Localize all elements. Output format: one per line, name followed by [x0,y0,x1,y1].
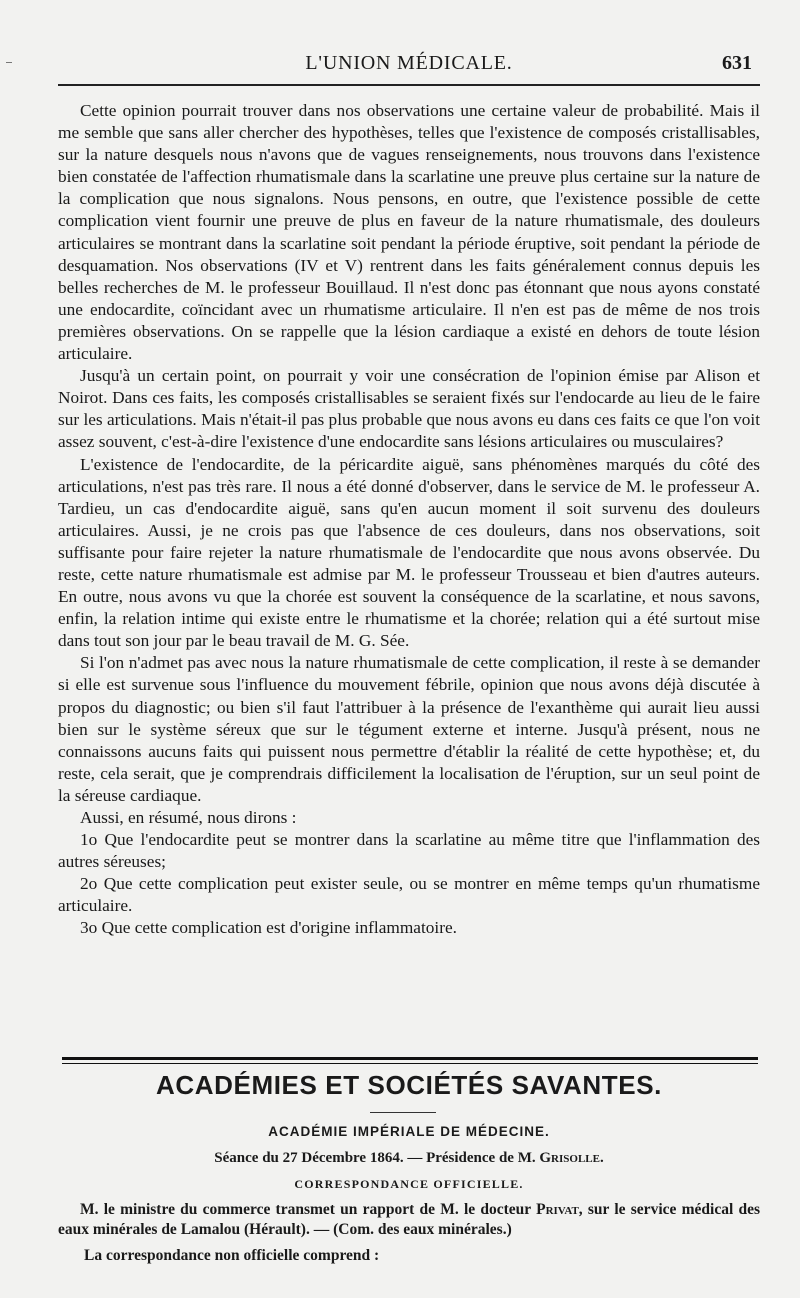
section-divider [62,1057,758,1064]
paragraph: L'existence de l'endocardite, de la péricardite aiguë, sans phénomènes marqués du côté des articulations, n'est pas très rare. Il nous a été donné d'observer, dans le service de M. le professeur A. Tardieu, un cas d'endocardite aiguë, sans qu'en aucun moment il soit survenu des douleurs articulaires. Aussi, je ne crois pas que l'absence de ces douleurs, dans nos observations, soit suffisante pour faire rejeter la nature rhumatismale de l'endocardite que nous avons observée. Du reste, cette nature rhumatismale est admise par M. le professeur Trousseau et bien d'autres auteurs. En outre, nous avons vu que la chorée est souvent la conséquence de la scarlatine, et nous savons, enfin, la relation intime qui existe entre le rhumatisme et la chorée; relation qui a été surtout mise dans tout son jour par le beau travail de M. G. Sée. [58,454,760,651]
academy-heading: ACADÉMIE IMPÉRIALE DE MÉDECINE. [268,1124,550,1139]
paragraph: Jusqu'à un certain point, on pourrait y voir une consécration de l'opinion émise par Alison et Noirot. Dans ces faits, les composés cristallisables se seraient fixés sur l'endocarde au lieu de le faire sur les articulations. Mais n'était-il pas plus probable que nous avons eu dans ces faits ce que l'on voit assez souvent, c'est-à-dire l'existence d'une endocardite sans lésions articulaires ou musculaires? [58,366,760,452]
conclusion-item: 3o Que cette complication est d'origine inflammatoire. [80,918,457,938]
heading-short-rule [370,1112,436,1113]
doctor-name: Privat [536,1201,579,1218]
running-title: L'UNION MÉDICALE. [305,52,513,74]
margin-mark [6,62,12,63]
correspondance-body [58,1200,760,1266]
article-body [58,100,760,940]
running-head [58,52,760,82]
conclusion-item: 2o Que cette complication peut exister seule, ou se montrer en même temps qu'un rhumatisme articulaire. [58,874,760,916]
paragraph: Aussi, en résumé, nous dirons : [80,808,297,827]
header-rule [58,84,760,86]
paragraph: Si l'on n'admet pas avec nous la nature rhumatismale de cette complication, il reste à se demander si elle est survenue sous l'influence du mouvement fébrile, opinion que nous avons déjà discutée à propos du diagnostic; ou bien s'il faut l'attribuer à la présence de l'exanthème qui aurait lieu aussi bien sur le système séreux que sur le tégument externe et interne. Jusqu'à présent, nous ne connaissons aucuns faits qui puissent nous permettre d'établir la réalité de cette hypothèse; et, du reste, cela serait, que je comprendrais difficilement la localisation de l'éruption, sur un seul point de la séreuse cardiaque. [58,653,760,805]
session-line [58,1150,760,1167]
correspondance-text: M. le ministre du commerce transmet un rapport de M. le docteur [80,1201,531,1218]
session-president: Grisolle [539,1150,600,1166]
page-number: 631 [722,52,752,74]
section-heading: ACADÉMIES ET SOCIÉTÉS SAVANTES. [156,1070,662,1100]
correspondance-entry [58,1200,760,1240]
session-text: Séance du 27 Décembre 1864. — Présidence de M. [214,1150,536,1166]
correspondance-intro: La correspondance non officielle comprend : [84,1247,380,1264]
correspondance-heading: CORRESPONDANCE OFFICIELLE. [294,1177,524,1191]
paragraph: Cette opinion pourrait trouver dans nos observations une certaine valeur de probabilité. Mais il me semble que sans aller chercher des hypothèses, telles que l'existence de composés cristallisables, sur la nature desquels nous n'avons que de vagues renseignements, nous trouvons dans l'existence bien constatée de l'affection rhumatismale dans la scarlatine une preuve plus certaine sur la nature de la complication que nous signalons. Nous pensons, en outre, que l'existence possible de cette complication vient fournir une preuve de plus en faveur de la nature rhumatismale, des douleurs articulaires se montrant dans la scarlatine soit pendant la période éruptive, soit pendant la période de desquamation. Nos observations (IV et V) rentrent dans les faits généralement connus depuis les belles recherches de M. le professeur Bouillaud. Il n'est donc pas étonnant que nous ayons constaté une endocardite, coïncidant avec un rhumatisme articulaire. Il n'en est pas de même de nos trois premières observations. On se rappelle que la lésion cardiaque a existé en dehors de toute lésion articulaire. [58,101,760,364]
correspondance-text: , sur le service médical des eaux minérales de Lamalou (Hérault). — (Com. des eaux minérales.) [58,1201,761,1238]
conclusion-item: 1o Que l'endocardite peut se montrer dans la scarlatine au même titre que l'inflammation des autres séreuses; [58,830,760,872]
session-end: . [599,1150,604,1166]
